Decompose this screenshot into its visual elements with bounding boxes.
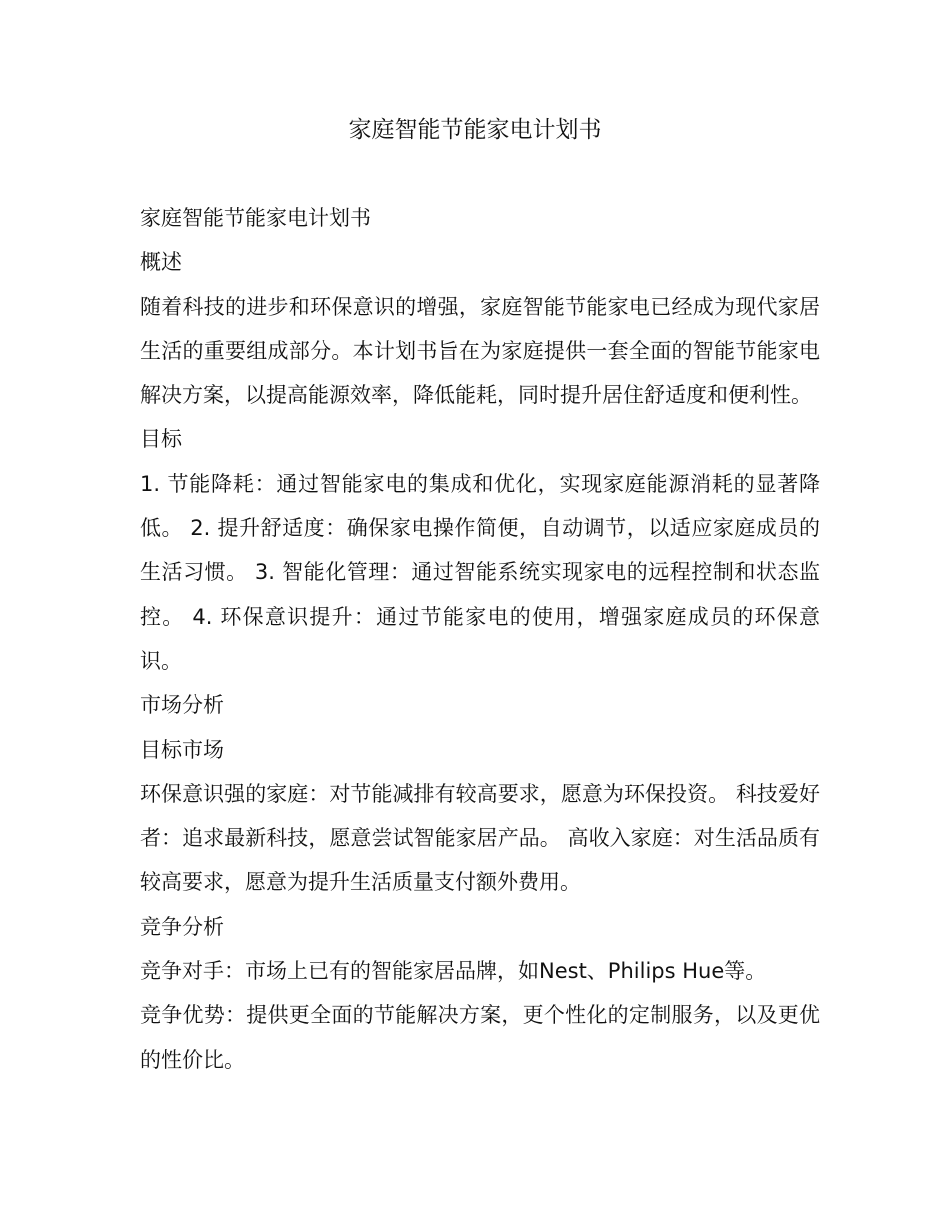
goals-heading: 目标 xyxy=(140,427,182,452)
overview-heading: 概述 xyxy=(140,250,182,275)
target-market-paragraph: 环保意识强的家庭：对节能减排有较高要求，愿意为环保投资。 科技爱好者：追求最新科技，愿意尝试智能家居产品。 高收入家庭：对生活品质有较高要求，愿意为提升生活质量支付额外费用。 xyxy=(140,781,820,895)
advantage-paragraph: 竞争优势：提供更全面的节能解决方案，更个性化的定制服务，以及更优的性价比。 xyxy=(140,1003,820,1072)
competitors-paragraph: 竞争对手：市场上已有的智能家居品牌，如Nest、Philips Hue等。 xyxy=(140,959,767,984)
document-body xyxy=(140,196,820,1082)
target-market-heading: 目标市场 xyxy=(140,737,224,762)
goals-paragraph: 1. 节能降耗：通过智能家电的集成和优化，实现家庭能源消耗的显著降低。 2. 提升舒适度：确保家电操作简便，自动调节，以适应家庭成员的生活习惯。 3. 智能化管理：通过智能系统实现家电的远程控制和状态监控。 4. 环保意识提升：通过节能家电的使用，增强家庭成员的环保意识。 xyxy=(140,471,820,673)
overview-paragraph: 随着科技的进步和环保意识的增强，家庭智能节能家电已经成为现代家居生活的重要组成部分。本计划书旨在为家庭提供一套全面的智能节能家电解决方案，以提高能源效率，降低能耗，同时提升居住舒适度和便利性。 xyxy=(140,294,820,408)
market-analysis-heading: 市场分析 xyxy=(140,693,224,718)
competition-heading: 竞争分析 xyxy=(140,914,224,939)
subtitle: 家庭智能节能家电计划书 xyxy=(140,206,371,230)
document-title: 家庭智能节能家电计划书 xyxy=(348,117,602,143)
